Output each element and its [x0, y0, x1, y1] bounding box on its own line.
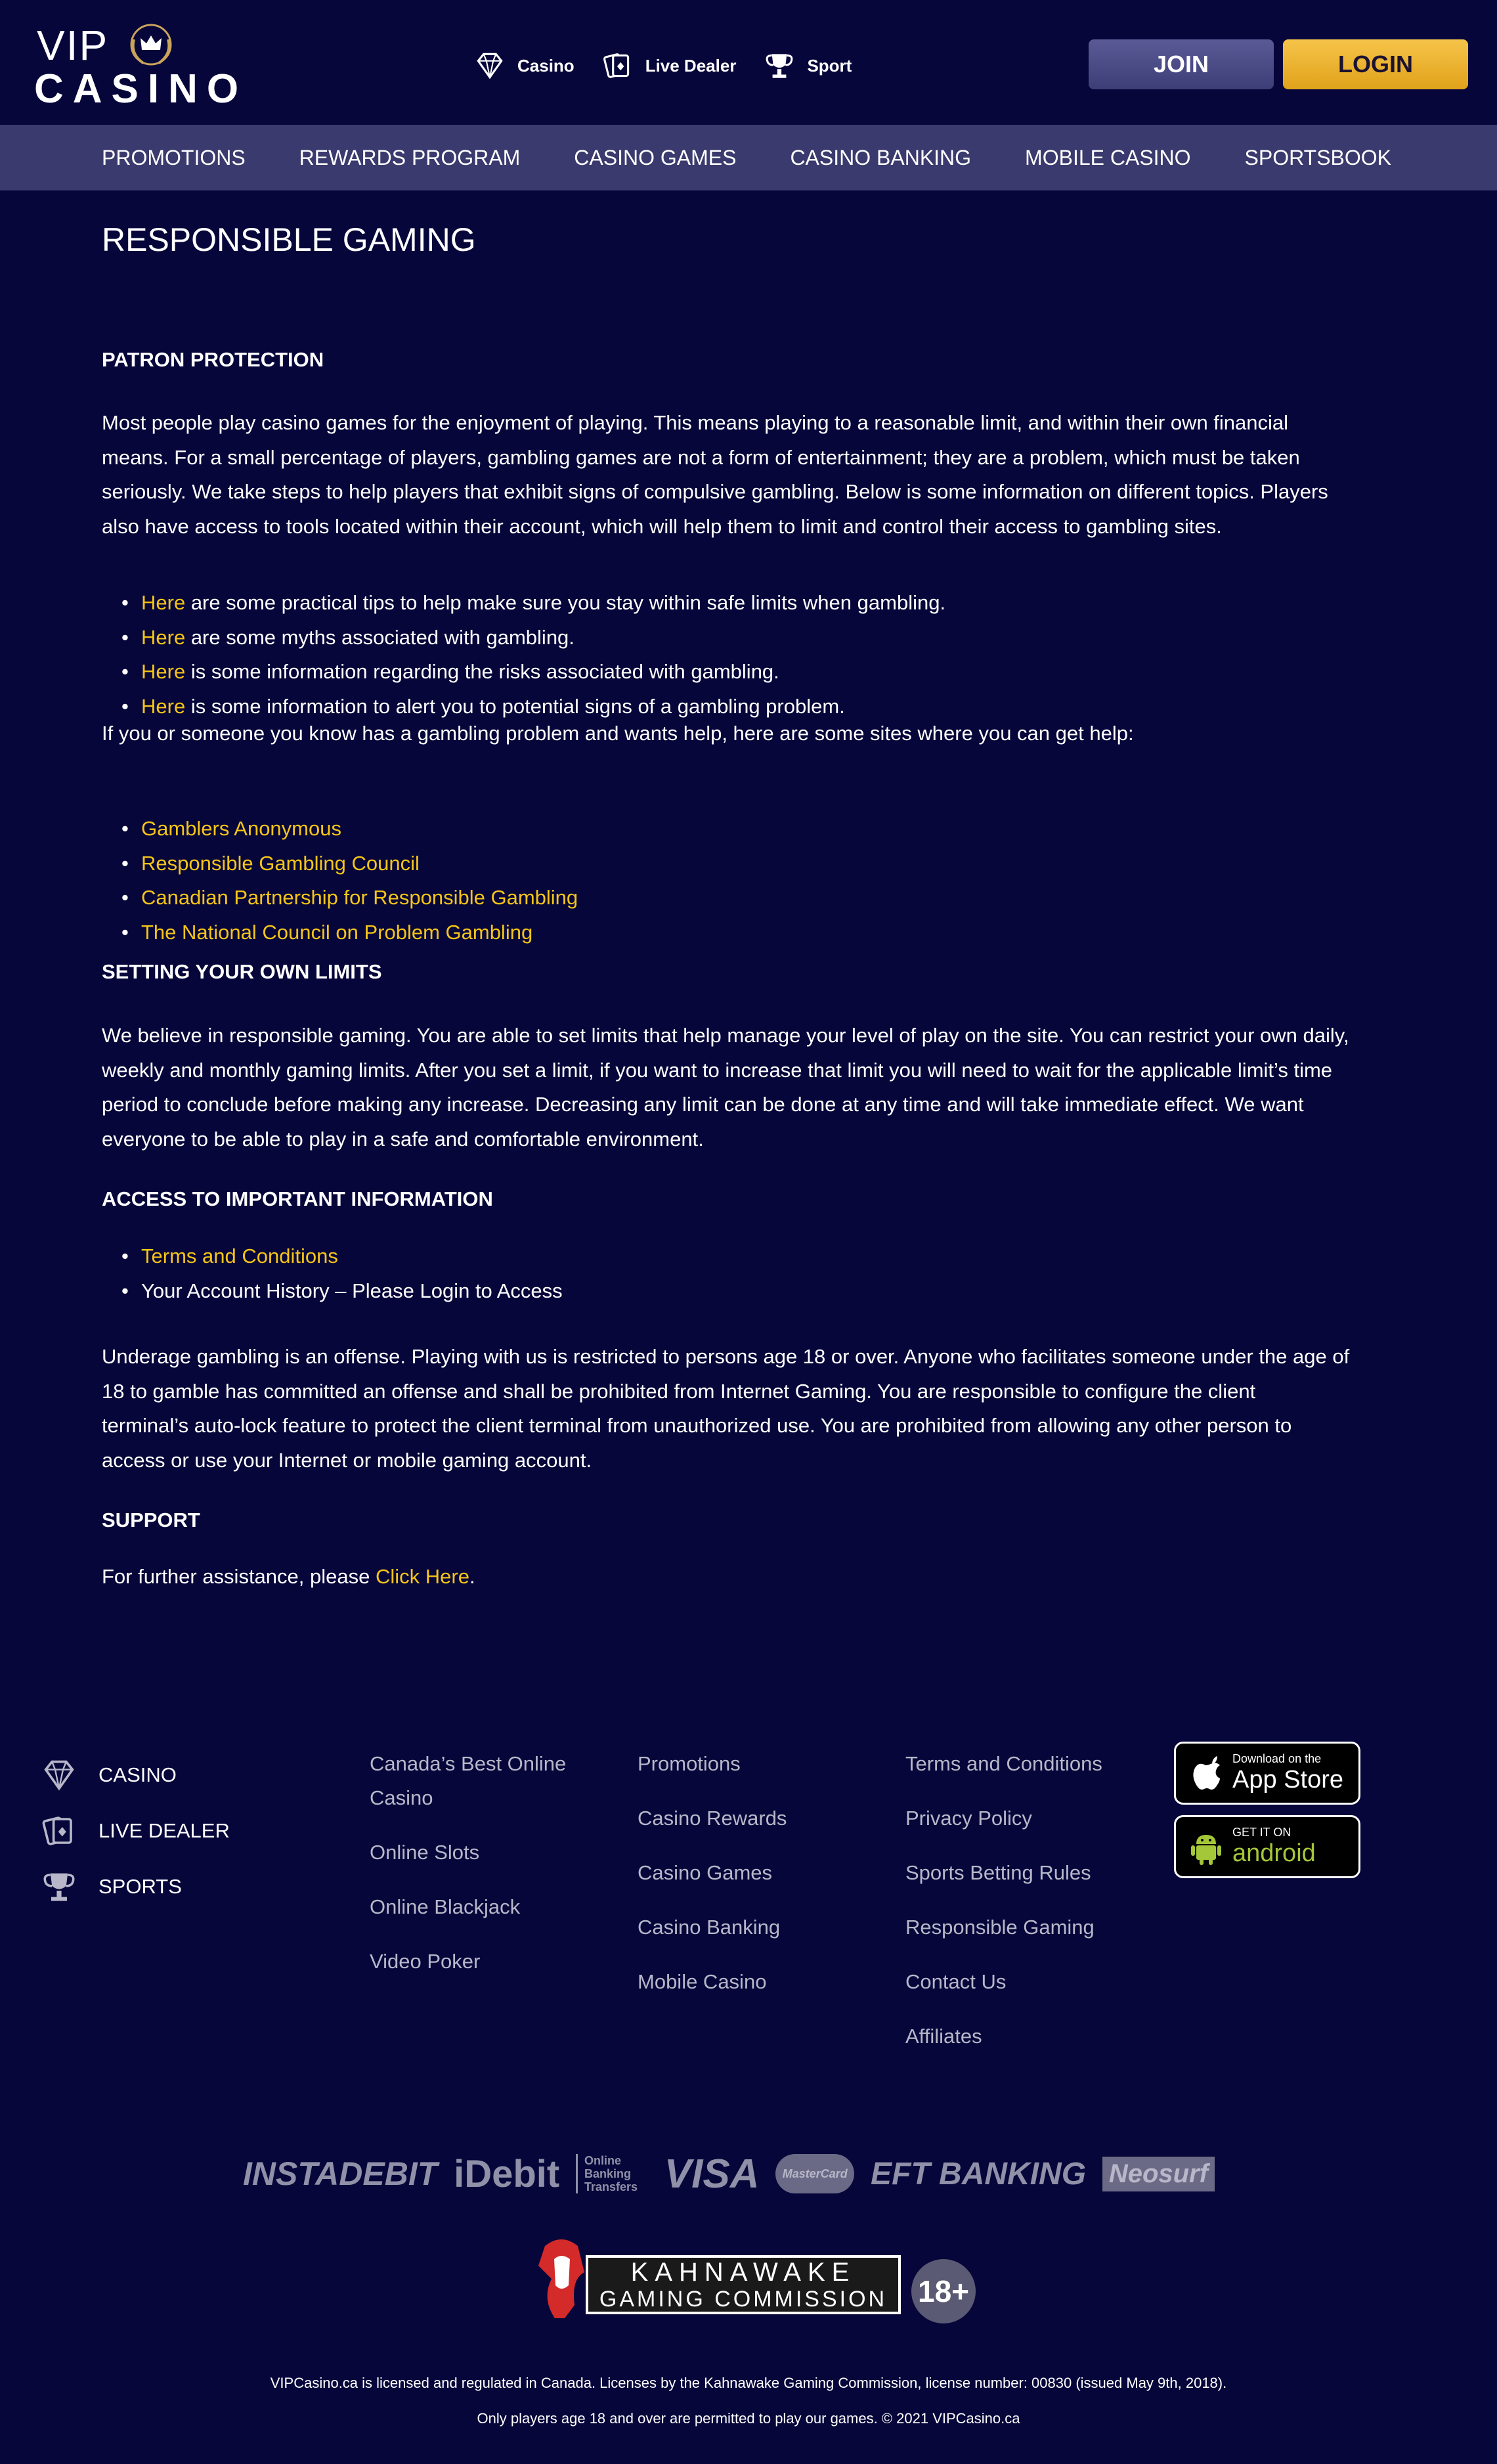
mastercard-logo: MasterCard [775, 2154, 854, 2193]
text-line: terminal’s auto-lock feature to protect the client terminal from unauthorized use. You are prohibited from allowing any other person to [102, 1414, 1292, 1437]
list-item [121, 847, 578, 881]
risks-link[interactable]: Here [141, 660, 186, 683]
app-store-small-text: Download on the [1232, 1752, 1322, 1765]
footer-casino-label: CASINO [98, 1763, 177, 1786]
online-banking-logo: Online Banking Transfers [576, 2154, 648, 2193]
page-title: RESPONSIBLE GAMING [102, 221, 476, 258]
android-big-text: android [1232, 1839, 1316, 1867]
patron-protection-text [102, 406, 1408, 544]
app-store-big-text: App Store [1232, 1766, 1343, 1793]
account-history-text: Your Account History – Please Login to Access [141, 1279, 563, 1302]
support-text-start: For further assistance, please [102, 1565, 376, 1588]
text-line: We believe in responsible gaming. You are able to set limits that help manage your level of play on the site. You can restrict your own daily, [102, 1024, 1349, 1047]
trophy-icon [762, 49, 796, 83]
gamblers-anonymous-link[interactable]: Gamblers Anonymous [141, 817, 341, 840]
login-button[interactable]: LOGIN [1283, 39, 1468, 89]
license-text: VIPCasino.ca is licensed and regulated in Canada. Licenses by the Kahnawake Gaming Commission, license number: 00830 (issued May 9th, 2018). [270, 2375, 1227, 2391]
list-item-text: is some information to alert you to potential signs of a gambling problem. [185, 694, 845, 718]
crown-crest-icon [125, 20, 177, 70]
android-text [1232, 1826, 1316, 1868]
kgc-line1: KAHNAWAKE [630, 2258, 856, 2287]
footer-link[interactable]: Canada’s Best Online Casino [370, 1752, 567, 1809]
android-badge[interactable] [1174, 1815, 1360, 1878]
idebit-logo: iDebit [454, 2152, 560, 2195]
eft-banking-logo: EFT BANKING [871, 2156, 1087, 2191]
footer-sports[interactable] [39, 1859, 230, 1914]
underage-text [102, 1340, 1408, 1478]
footer-link[interactable]: Privacy Policy [905, 1807, 1032, 1830]
apple-icon [1188, 1753, 1225, 1793]
product-casino-label: Casino [517, 55, 575, 76]
playing-cards-icon [39, 1811, 79, 1851]
text-line: seriously. We take steps to help players that exhibit signs of compulsive gambling. Below is some information on different topics. Players [102, 480, 1328, 503]
footer-col-casino-info [370, 1747, 586, 1999]
text-line: means. For a small percentage of players, gambling games are not a form of entertainment; they are a problem, which must be taken [102, 445, 1300, 469]
android-small-text: GET IT ON [1232, 1826, 1291, 1839]
footer-sports-label: SPORTS [98, 1874, 182, 1898]
footer-link[interactable]: Online Slots [370, 1841, 480, 1864]
list-item-text: are some myths associated with gambling. [185, 625, 575, 649]
instadebit-logo: INSTADEBIT [243, 2155, 438, 2192]
nav-sportsbook[interactable]: SPORTSBOOK [1244, 145, 1392, 169]
footer-casino[interactable] [39, 1747, 230, 1803]
logo-casino-text: CASINO [34, 66, 248, 112]
list-item [121, 812, 578, 847]
nav-promotions[interactable]: PROMOTIONS [102, 145, 246, 169]
footer-link[interactable]: Contact Us [905, 1970, 1007, 1993]
myths-link[interactable]: Here [141, 625, 186, 649]
payment-methods [243, 2141, 1215, 2207]
access-heading: ACCESS TO IMPORTANT INFORMATION [102, 1187, 493, 1210]
responsible-gambling-council-link[interactable]: Responsible Gambling Council [141, 851, 420, 875]
footer-link[interactable]: Responsible Gaming [905, 1916, 1095, 1939]
text-line: also have access to tools located within their account, which will help them to limit and control their access to gambling sites. [102, 514, 1222, 538]
canadian-partnership-link[interactable]: Canadian Partnership for Responsible Gambling [141, 886, 578, 909]
list-item-text: is some information regarding the risks associated with gambling. [185, 660, 779, 683]
list-item [121, 586, 945, 621]
product-casino[interactable] [473, 46, 575, 85]
footer-live-dealer-label: LIVE DEALER [98, 1818, 230, 1842]
tips-list [121, 586, 945, 724]
support-text-end: . [469, 1565, 475, 1588]
support-heading: SUPPORT [102, 1508, 200, 1531]
list-item-text: are some practical tips to help make sure you stay within safe limits when gambling. [185, 591, 946, 614]
vip-casino-logo[interactable] [33, 17, 248, 112]
limits-text [102, 1019, 1408, 1156]
nav-casino-banking[interactable]: CASINO BANKING [790, 145, 972, 169]
footer-link[interactable]: Video Poker [370, 1950, 481, 1973]
nav-mobile-casino[interactable]: MOBILE CASINO [1025, 145, 1191, 169]
support-text [102, 1560, 1408, 1595]
kahnawake-gaming-commission-logo [525, 2233, 985, 2325]
footer-link[interactable]: Terms and Conditions [905, 1752, 1102, 1775]
nav-rewards-program[interactable]: REWARDS PROGRAM [299, 145, 521, 169]
visa-logo: VISA [664, 2151, 760, 2197]
product-live-dealer-label: Live Dealer [645, 55, 737, 76]
footer-link[interactable]: Online Blackjack [370, 1895, 521, 1918]
help-intro: If you or someone you know has a gambling problem and wants help, here are some sites where you can get help: [102, 722, 1134, 745]
product-live-dealer[interactable] [601, 46, 737, 85]
join-button[interactable]: JOIN [1089, 39, 1274, 89]
kgc-box [586, 2255, 901, 2314]
footer-link[interactable]: Casino Banking [638, 1916, 781, 1939]
logo-vip-text: VIP [37, 22, 109, 69]
trophy-icon [39, 1867, 79, 1906]
nav-casino-games[interactable]: CASINO GAMES [574, 145, 737, 169]
product-sport[interactable] [762, 46, 852, 85]
product-nav [473, 46, 852, 85]
text-line: 18 to gamble has committed an offense and shall be prohibited from Internet Gaming. You are responsible to configure the client [102, 1379, 1256, 1403]
footer-col-legal [905, 1747, 1102, 2074]
list-item [121, 1239, 563, 1274]
neosurf-logo: Neosurf [1102, 2157, 1215, 2191]
footer-link[interactable]: Promotions [638, 1752, 741, 1775]
diamond-icon [39, 1755, 79, 1795]
footer-link[interactable]: Sports Betting Rules [905, 1861, 1091, 1884]
list-item [121, 1274, 563, 1309]
national-council-link[interactable]: The National Council on Problem Gambling [141, 920, 533, 944]
playing-cards-icon [601, 49, 635, 83]
text-line: period to conclude before making any increase. Decreasing any limit can be done at any time and will take immediate effect. We want [102, 1093, 1304, 1116]
terms-link[interactable]: Terms and Conditions [141, 1244, 338, 1267]
kgc-line2: GAMING COMMISSION [599, 2287, 888, 2312]
text-line: Most people play casino games for the enjoyment of playing. This means playing to a reasonable limit, and within their own financial [102, 411, 1289, 434]
signs-link[interactable]: Here [141, 694, 186, 718]
footer-link[interactable]: Casino Rewards [638, 1807, 787, 1830]
footer-link[interactable]: Casino Games [638, 1861, 773, 1884]
age-18-badge: 18+ [911, 2259, 976, 2323]
list-item [121, 621, 945, 655]
footer-link[interactable]: Mobile Casino [638, 1970, 767, 1993]
age-restriction-text: Only players age 18 and over are permitted to play our games. © 2021 VIPCasino.ca [477, 2410, 1020, 2427]
limits-heading: SETTING YOUR OWN LIMITS [102, 960, 382, 983]
help-links-list [121, 812, 578, 950]
text-line: everyone to be able to play in a safe and comfortable environment. [102, 1127, 704, 1151]
product-sport-label: Sport [807, 55, 852, 76]
footer-live-dealer[interactable] [39, 1803, 230, 1859]
text-line: access or use your Internet or mobile gaming account. [102, 1448, 592, 1472]
app-store-text [1232, 1752, 1343, 1794]
patron-protection-heading: PATRON PROTECTION [102, 348, 324, 371]
text-line: weekly and monthly gaming limits. After you set a limit, if you want to increase that limit you will need to wait for the applicable limit’s time [102, 1058, 1333, 1082]
diamond-icon [473, 49, 507, 83]
footer-products [39, 1747, 230, 1914]
list-item [121, 881, 578, 915]
list-item [121, 915, 578, 950]
access-list [121, 1239, 563, 1308]
click-here-link[interactable]: Click Here [375, 1565, 469, 1588]
top-header [0, 0, 1497, 125]
tips-link[interactable]: Here [141, 591, 186, 614]
text-line: Underage gambling is an offense. Playing with us is restricted to persons age 18 or over. Anyone who facilitates someone under the age of [102, 1345, 1350, 1368]
list-item [121, 655, 945, 690]
footer-col-site [638, 1747, 787, 2019]
android-icon [1188, 1827, 1225, 1866]
app-store-badge[interactable] [1174, 1742, 1360, 1805]
main-nav [0, 125, 1497, 190]
footer-link[interactable]: Affiliates [905, 2025, 982, 2048]
